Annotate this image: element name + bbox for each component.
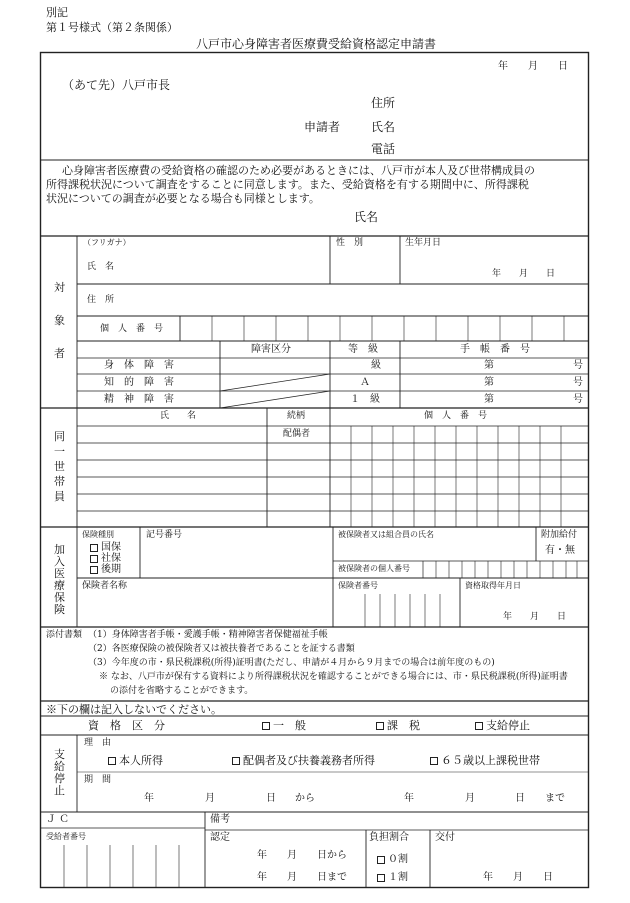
disability-row-intellectual-grade: Ａ (360, 377, 370, 388)
insurer-number-label: 保険者番号 (338, 581, 378, 590)
qual-option-taxed-label: 課 税 (387, 719, 420, 732)
disability-row-mental-grade: １ 級 (350, 394, 380, 405)
checkbox-icon (376, 722, 384, 730)
disability-row-intellectual-go: 号 (573, 377, 583, 388)
approval-label: 認定 (210, 832, 230, 843)
additional-benefit-value[interactable]: 有・無 (545, 545, 575, 556)
attachment-item-1: （1）身体障害者手帳・愛護手帳・精神障害者保健福祉手帳 (88, 630, 328, 640)
disability-row-physical-label: 身 体 障 害 (104, 360, 174, 371)
reason-label: 理 由 (84, 738, 112, 748)
insurance-type-kouki[interactable] (90, 565, 121, 575)
form-title: 八戸市心身障害者医療費受給資格認定申請書 (196, 37, 437, 51)
applicant-label: 申請者 (304, 120, 341, 134)
burden-option-1[interactable] (377, 873, 408, 883)
subject-section-label-2: 象 (54, 314, 65, 327)
disability-row-physical-grade: 級 (371, 360, 381, 371)
reason-over65[interactable] (430, 755, 540, 766)
insurance-type-shaho[interactable] (90, 554, 121, 564)
issue-label: 交付 (435, 832, 455, 843)
suspension-label-3: 停 (54, 772, 65, 785)
subject-name-label: 氏 名 (87, 262, 115, 272)
appendix-label: 別記 (46, 6, 68, 19)
attachments-label: 添付書類 (46, 630, 83, 640)
additional-benefit-label: 附加給付 (541, 530, 578, 540)
qual-option-suspended[interactable] (475, 720, 530, 731)
insured-individual-number-label: 被保険者の個人番号 (338, 564, 410, 573)
reason-spouse-income-label: 配偶者及び扶養義務者所得 (243, 754, 375, 767)
consent-text-line1: 心身障害者医療費の受給資格の確認のため必要があるときには、八戸市が本人及び世帯構成員の (62, 164, 535, 177)
form-number: 第１号様式（第２条関係） (46, 21, 178, 34)
period-to-suffix: まで (545, 793, 565, 804)
furigana-label: （フリガナ） (83, 238, 131, 247)
consent-text-line2: 所得課税状況について調査をすることに同意します。また、受給資格を有する期間中に、所得課税 (46, 178, 529, 191)
checkbox-icon (90, 555, 98, 563)
birthdate-label: 生年月日 (405, 238, 442, 248)
suspension-label-1: 支 (54, 748, 65, 761)
issue-date[interactable]: 年 月 日 (483, 872, 553, 883)
checkbox-icon (377, 874, 385, 882)
checkbox-icon (108, 757, 116, 765)
acquired-date-field[interactable]: 年 月 日 (503, 612, 567, 622)
suspension-label-4: 止 (54, 784, 65, 797)
reason-spouse-income[interactable] (232, 755, 375, 766)
disability-row-intellectual-label: 知 的 障 害 (104, 377, 174, 388)
checkbox-icon (90, 566, 98, 574)
disability-row-mental-dai: 第 (484, 394, 494, 405)
burden-option-0[interactable] (377, 855, 408, 865)
checkbox-icon (262, 722, 270, 730)
period-from-day: 日 (266, 793, 276, 804)
household-label-2: 一 (54, 445, 65, 458)
address-label: 住所 (371, 96, 396, 110)
household-label-5: 員 (54, 490, 65, 503)
subject-address-label: 住 所 (87, 295, 115, 305)
symbol-number-label: 記号番号 (146, 530, 183, 540)
insurer-name-label: 保険者名称 (82, 581, 128, 591)
household-number-header: 個 人 番 号 (424, 411, 488, 421)
disability-row-intellectual-dai: 第 (484, 377, 494, 388)
checkbox-icon (475, 722, 483, 730)
household-label-4: 帯 (54, 475, 65, 488)
attachment-item-3: （3）今年度の市・県民税課税(所得)証明書(ただし、申請が４月から９月までの場合は前年度のもの) (88, 658, 495, 668)
insurance-label-4: 療 (54, 579, 65, 592)
burden-option-0-label: ０割 (388, 854, 408, 865)
addressee: （あて先）八戸市長 (62, 78, 171, 92)
subject-section-label-1: 対 (54, 281, 65, 294)
qualification-category-label: 資 格 区 分 (88, 719, 165, 732)
period-label: 期 間 (84, 775, 112, 785)
diagonal-strike-1 (220, 374, 330, 391)
insurance-label-5: 保 (54, 591, 65, 604)
insurance-type-kouki-label: 後期 (101, 564, 121, 575)
period-to-year: 年 (404, 793, 414, 804)
application-date[interactable]: 年 月 日 (498, 61, 568, 72)
insurance-type-kokuho[interactable] (90, 543, 121, 553)
household-spouse: 配偶者 (283, 429, 311, 439)
phone-label: 電話 (371, 142, 396, 156)
remarks-label: 備考 (210, 814, 230, 825)
disability-row-mental-label: 精 神 障 害 (104, 394, 174, 405)
household-name-header: 氏 名 (160, 411, 197, 421)
checkbox-icon (377, 856, 385, 864)
reason-own-income[interactable] (108, 755, 163, 766)
insurance-label-2: 入 (54, 555, 65, 568)
attachment-note-line1: ※ なお、八戸市が保有する資料により所得課税状況を確認することができる場合には、市・県民税課税(所得)証明書 (99, 672, 568, 682)
grade-header: 等 級 (348, 344, 378, 355)
disability-row-physical-go: 号 (573, 360, 583, 371)
insurance-type-shaho-label: 社保 (101, 553, 121, 564)
period-to-day: 日 (515, 793, 525, 804)
reason-own-income-label: 本人所得 (119, 754, 163, 767)
approval-to[interactable]: 年 月 日まで (257, 872, 347, 883)
office-use-notice: ※下の欄は記入しないでください。 (46, 703, 222, 716)
period-to-month: 月 (465, 793, 475, 804)
subject-section-label-3: 者 (54, 347, 65, 360)
recipient-number-label: 受給者番号 (46, 832, 86, 841)
insured-name-label: 被保険者又は組合員の氏名 (338, 530, 434, 539)
attachment-item-2: （2）各医療保険の被保険者又は被扶養者であることを証する書類 (88, 644, 355, 654)
disability-category-header: 障害区分 (251, 344, 291, 355)
household-label-3: 世 (54, 460, 65, 473)
applicant-name-label: 氏名 (371, 120, 396, 134)
jc-label: Ｊ Ｃ (46, 814, 70, 825)
period-from-suffix: から (295, 793, 315, 804)
disability-row-physical-dai: 第 (484, 360, 494, 371)
burden-option-1-label: １割 (388, 872, 408, 883)
individual-number-label: 個 人 番 号 (100, 324, 164, 334)
sex-label: 性 別 (336, 238, 364, 248)
qual-option-suspended-label: 支給停止 (486, 719, 530, 732)
acquired-date-label: 資格取得年月日 (465, 581, 521, 590)
insurance-label-6: 険 (54, 603, 65, 616)
checkbox-icon (90, 544, 98, 552)
household-label-1: 同 (54, 430, 65, 443)
checkbox-icon (430, 757, 438, 765)
burden-ratio-label: 負担割合 (369, 832, 409, 843)
household-relation-header: 続柄 (287, 411, 306, 421)
notebook-number-header: 手 帳 番 号 (460, 344, 530, 355)
checkbox-icon (232, 757, 240, 765)
birthdate-field[interactable]: 年 月 日 (492, 269, 556, 279)
qual-option-taxed[interactable] (376, 720, 420, 731)
attachment-note-line2: の添付を省略することができます。 (110, 686, 254, 696)
approval-from[interactable]: 年 月 日から (257, 850, 347, 861)
disability-row-mental-go: 号 (573, 394, 583, 405)
insurance-label-1: 加 (54, 543, 65, 556)
period-from-month: 月 (205, 793, 215, 804)
consent-name-label: 氏名 (354, 210, 379, 224)
consent-text-line3: 状況についての調査が必要となる場合も同様とします。 (46, 192, 320, 205)
period-from-year: 年 (144, 793, 154, 804)
diagonal-strike-2 (220, 391, 330, 408)
insurance-label-3: 医 (54, 567, 65, 580)
qual-option-general[interactable] (262, 720, 306, 731)
insurance-type-kokuho-label: 国保 (101, 542, 121, 553)
reason-over65-label: ６５歳以上課税世帯 (441, 754, 540, 767)
qual-option-general-label: 一 般 (273, 719, 306, 732)
insurance-type-label: 保険種別 (82, 530, 114, 539)
suspension-label-2: 給 (54, 760, 65, 773)
